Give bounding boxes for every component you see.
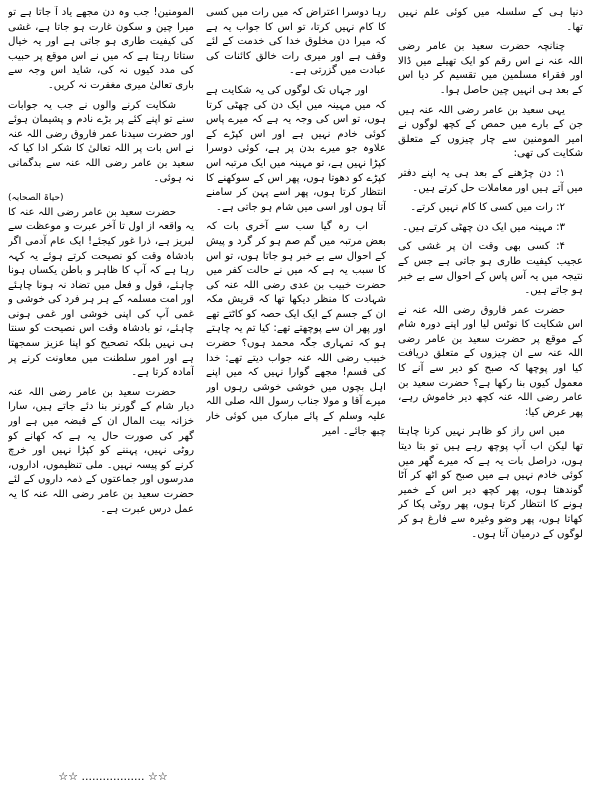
paragraph: شکایت کرنے والوں نے جب یہ جوابات سنے تو اپنے کئے پر بڑے نادم و پشیمان ہوئے اور حضرت سیدنا عمر فاروق رضی اللہ عنہ نے اس بات پر اللہ تعالیٰ کا شکر ادا کیا کہ سعید بن عامر رضی اللہ عنہ سے بدگمانی نہ ہوئی۔ <box>8 99 194 184</box>
column-middle <box>206 6 386 786</box>
paragraph: اب رہ گیا سب سے آخری بات کہ بعض مرتبہ میں گم صم ہو کر گرد و پیش کے احوال سے بے خبر ہو جاتا ہوں، تو اس کا سبب یہ ہے کہ میں نے حالت کفر میں حضرت خبیب بن عدی رضی اللہ عنہ کی شہادت کا منظر دیکھا تھا کہ قریش مکہ ان کے جسم کے ایک ایک حصہ کو کاٹتے تھے اور پھر ان سے پوچھتے تھے: کیا تم یہ چاہتے ہو کہ تمہاری جگہ محمد ہوں؟ حضرت خبیب رضی اللہ عنہ جواب دیتے تھے: خدا کی قسم! مجھے گوارا نہیں کہ میں اپنے اہل بچوں میں خوشی خوشی رہوں اور میرے آقا و مولا جناب رسول اللہ صلی اللہ علیہ وسلم کے پائے مبارک میں کوئی خار چبھ جائے۔ امیر <box>206 221 386 437</box>
complaint-item: ۴: کسی بھی وقت ان پر غشی کی عجیب کیفیت طاری ہو جاتی ہے جس کے نتیجہ میں یہ آس پاس کے احوال سے بے خبر ہو جاتے ہیں۔ <box>398 241 583 297</box>
footer-ornament: ☆☆ .................. ☆☆ <box>58 770 168 783</box>
source-reference: (حیاۃ الصحابہ) <box>8 193 64 204</box>
paragraph: حضرت سعید بن عامر رضی اللہ عنہ کا یہ واقعہ از اول تا آخر عبرت و موعظت سے لبریز ہے، ذرا غور کیجئے! ایک عام آدمی اگر بادشاہ وقت کو نصیحت کرتے ہوئے یہ کہہ رہا ہے کہ آپ کا ظاہر و باطن یکساں ہونا چاہئے، قول و فعل میں تضاد نہ ہونا چاہئے اور امت مسلمہ کے ہر ہر فرد کی خوشی و غمی آپ کی اپنی خوشی اور غمی ہونی چاہئے، تو بادشاہ وقت اس نصیحت کو سنتا ہی نہیں بلکہ تصحیح کو اپنا عزیز سمجھتا ہے اور امور سلطنت میں معاونت کرنے پر آمادہ کرتا ہے۔ <box>8 206 194 379</box>
paragraph: المومنین! جب وہ دن مجھے یاد آ جاتا ہے تو میرا چین و سکون غارت ہو جاتا ہے، غشی کی کیفیت طاری ہو جاتی ہے اور یہ خیال ستاتا رہتا ہے کہ میں نے اس موقع پر حبیب کی مدد کیوں نہ کی، شاید اس وجہ سے باری تعالیٰ میری مغفرت نہ کریں۔ <box>8 7 194 91</box>
paragraph: رہا دوسرا اعتراض کہ میں رات میں کسی کا کام نہیں کرتا، تو اس کا جواب یہ ہے کہ میرا دن مخلوق خدا کی خدمت کے لئے وقف ہے اور میری رات خالق کائنات کی عبادت میں گزرتی ہے۔ <box>206 7 386 77</box>
paragraph: اور جہاں تک لوگوں کی یہ شکایت ہے کہ میں مہینہ میں ایک دن کی چھٹی کرتا ہوں، تو اس کی وجہ یہ ہے کہ میرے پاس کوئی خادم نہیں ہے اور اس کپڑے کے علاوہ جو میرے بدن پر ہے، کوئی دوسرا کپڑا نہیں ہے، تو مہینہ میں ایک مرتبہ اس کپڑے کو دھوتا ہوں، پھر اس کے سوکھنے کا انتظار کرتا ہوں، پھر اسے پہن کر سامنے آتا ہوں اور اسی میں شام ہو جاتی ہے۔ <box>206 84 386 213</box>
paragraph: میں اس راز کو ظاہر نہیں کرنا چاہتا تھا لیکن اب آپ پوچھ رہے ہیں تو بتا دیتا ہوں، دراصل بات یہ ہے کہ میرے گھر میں کوئی خادم نہیں ہے میں صبح کو اٹھ کر آٹا گوندھتا ہوں، پھر کچھ دیر اس کے خمیر ہونے کا انتظار کرتا ہوں، پھر روٹی پکا کر کھاتا ہوں، پھر وضو وغیرہ سے فارغ ہو کر لوگوں کے درمیان آتا ہوں۔ <box>398 426 583 540</box>
complaint-item: ۳: مہینہ میں ایک دن چھٹی کرتے ہیں۔ <box>402 221 565 233</box>
paragraph: حضرت سعید بن عامر رضی اللہ عنہ دیار شام کے گورنر بنا دئے جاتے ہیں، سارا خزانہ بیت المال ان کے قبضہ میں ہے اور گھر کی صورت حال یہ ہے کہ کھانے کو روٹی نہیں، پہننے کو کپڑا نہیں اور خرچ کرنے کو پیسہ نہیں۔ ملی تنظیموں، اداروں، مدرسوں اور جماعتوں کے ذمہ داروں کے لئے حضرت سعید بن عامر رضی اللہ عنہ کا یہ عمل درس عبرت ہے۔ <box>8 386 194 515</box>
column-right <box>398 6 583 786</box>
complaint-item: ۲: رات میں کسی کا کام نہیں کرتے۔ <box>410 202 565 214</box>
paragraph: حضرت عمر فاروق رضی اللہ عنہ نے اس شکایت کا نوٹس لیا اور اپنے دورہ شام کے موقع پر حضرت سعید بن عامر رضی اللہ عنہ سے ان چیزوں کے متعلق دریافت کیا اور پوچھا کہ صبح کو دیر سے آنے کا معمول کیوں بنا رکھا ہے؟ حضرت سعید بن عامر رضی اللہ عنہ کچھ دیر خاموش رہے، پھر عرض کیا: <box>398 304 583 418</box>
paragraph: دنیا ہی کے سلسلہ میں کوئی علم نہیں تھا۔ <box>398 7 583 33</box>
column-left <box>8 6 194 786</box>
paragraph: چنانچہ حضرت سعید بن عامر رضی اللہ عنہ نے اس رقم کو ایک تھیلے میں ڈالا اور فقراء مسلمین میں تقسیم کر دیا اس کے بعد ہی انہیں چین حاصل ہوا۔ <box>398 41 583 96</box>
complaint-item: ۱: دن چڑھنے کے بعد ہی یہ اپنے دفتر میں آتے ہیں اور معاملات حل کرتے ہیں۔ <box>398 167 583 194</box>
paragraph: یہی سعید بن عامر رضی اللہ عنہ ہیں جن کے بارے میں حمص کے کچھ لوگوں نے امیر المومنین سے چار چیزوں کے متعلق شکایت کی تھی: <box>398 104 583 160</box>
